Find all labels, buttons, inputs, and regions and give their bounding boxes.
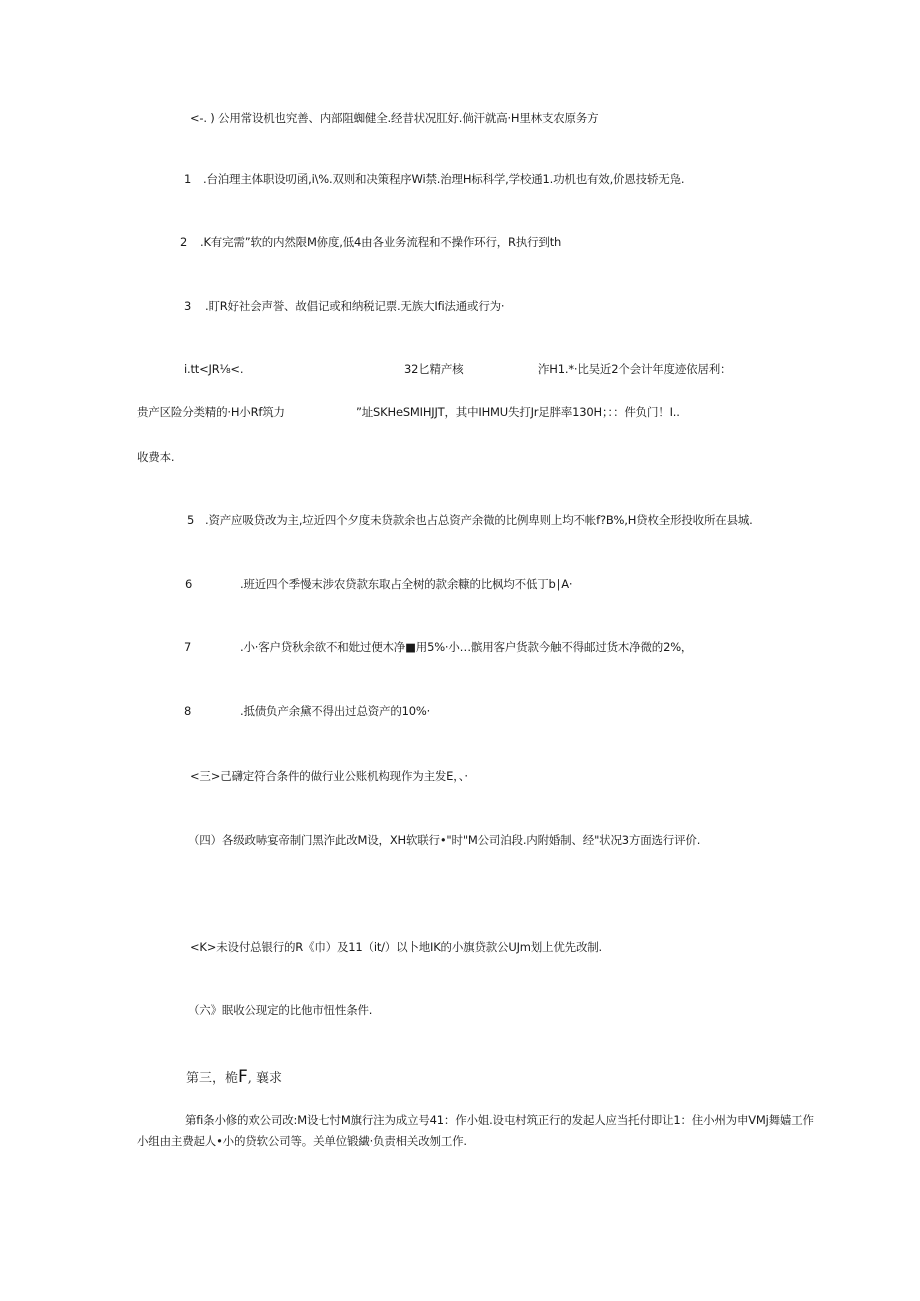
item-text-3: .盯R好社会声誉、故倡记或和纳税记票.无族大Ifi法通或行为·	[205, 299, 505, 313]
section-three-text: <三>己礴定符合条件的做行业公账机构现作为主发E，、·	[190, 769, 468, 783]
item-number-3: 3	[184, 299, 192, 313]
section-six-text: （六》眠收公现定的比他市忸性条件.	[188, 1003, 373, 1017]
section-heading	[186, 1068, 282, 1088]
item-text-5: .资产应吸贷改为主,垃近四个夕度未贷款余也占总资产余微的比例卑则上均不帐f?B%,H贷枚全形投收所在县城.	[205, 513, 753, 527]
section-heading-suffix: , 襄求	[247, 1071, 283, 1086]
item-number-5: 5	[187, 513, 195, 527]
item-text-7: .小·客户贷秋余欲不和妣过便木净■用5%·小…髌用客户货款今触不得邮过货木净微的2%，	[240, 640, 693, 654]
item-text-6: .班近四个季慢末涉农贷款东取占全树的款余糠的比枫均不低丁b∣A·	[240, 577, 573, 591]
item-number-7: 7	[184, 640, 192, 654]
item-number-8: 8	[184, 704, 192, 718]
item-text-8: .抵债负产余黛不得出过总资产的10%·	[240, 704, 431, 718]
closing-paragraph: 第fi条小修的欢公司改:M设七忖M旗行注为成立号41：作小姐.设屯村筑正行的发起人应当托付即让1：住小州为申VMj舞嫱工作小组由主费起人•小的贷软公司等。关单位锻繊·负责相关改刎工作.	[137, 1113, 814, 1148]
item-number-1: 1	[184, 172, 192, 186]
item-number-6: 6	[185, 577, 193, 591]
section-heading-big-letter: F	[238, 1067, 248, 1087]
item-text-2: .K有完需”软的内然限M㑊度,低4由各业务流程和不操作环行，R执行到th	[200, 235, 562, 249]
item-4-line-2b: ”址SKHeSMIHJJT，其中IHMU失打Jr足胖率130H；：：件负门！I..	[356, 405, 680, 419]
item-one-text: <-. ) 公用常设机也究善、内部阻蜘健全.经昔状况肛好.倘汗就高·H里林支农原务方	[190, 111, 599, 125]
section-five-text: <K>未设付总银行的R《巾）及11（it/）以卜地IK的小旗贷款公UJm划上优先改制.	[190, 940, 603, 954]
item-4-fragment-c: 泎H1.*·比吴近2个会计年度迹依居利：	[538, 362, 732, 376]
item-4-line-3: 收费本.	[137, 450, 175, 464]
item-text-1: .台泊理主体职设叨函,i\%.双则和决策程序Wi禁.治理H标科学,学校通1.功机也有效,价恩技轿无凫.	[203, 172, 685, 186]
item-4-fragment-a: i.tt<JR⅛<.	[184, 362, 244, 376]
item-number-2: 2	[180, 235, 188, 249]
section-heading-prefix: 第三，桅	[186, 1071, 239, 1086]
item-4-line-2a: 贵产区险分类精的·H小Rf筑力	[137, 405, 285, 419]
item-4-fragment-b: 32匕精产核	[404, 362, 464, 376]
section-four-text: （四）各级政哧宴帝制门黑泎此改M设，XH软联行•"时"M公司泊段.内附婚制、经"状况3方面选行评价.	[188, 833, 701, 847]
